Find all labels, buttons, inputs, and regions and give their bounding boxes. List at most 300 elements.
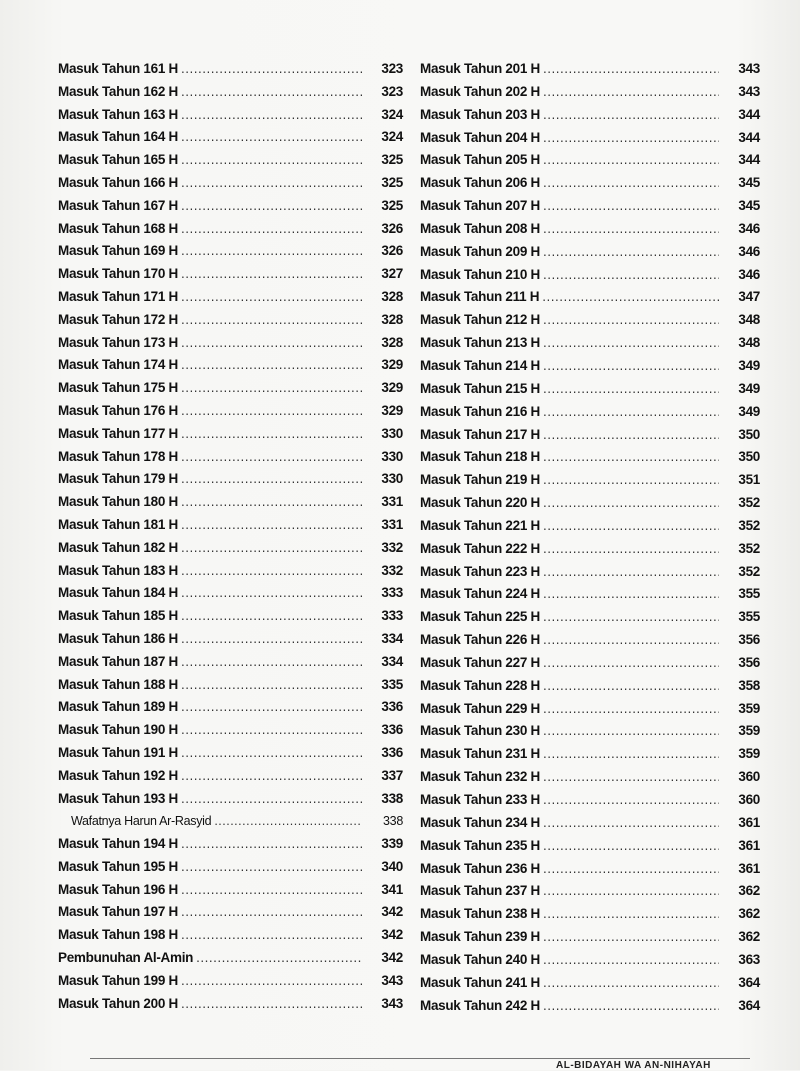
toc-entry-label: Masuk Tahun 218 H: [420, 449, 540, 465]
toc-leader-dots: [543, 743, 719, 766]
toc-entry-label: Masuk Tahun 173 H: [58, 334, 178, 350]
toc-entry: [420, 972, 760, 995]
toc-leader-dots: [543, 835, 719, 858]
toc-entry: [58, 947, 403, 970]
toc-entry: [58, 354, 403, 377]
toc-leader-dots: [214, 810, 362, 833]
toc-page-number: 361: [738, 814, 760, 830]
toc-entry-label: Masuk Tahun 223 H: [420, 563, 540, 579]
toc-leader-dots: [181, 788, 362, 811]
toc-entry-label: Masuk Tahun 222 H: [420, 540, 540, 556]
toc-leader-dots: [543, 264, 719, 287]
toc-entry-label: Masuk Tahun 212 H: [420, 312, 540, 328]
toc-entry-label: Masuk Tahun 175 H: [58, 380, 178, 396]
toc-page-number: 323: [381, 83, 403, 99]
toc-entry-label: Masuk Tahun 239 H: [420, 929, 540, 945]
toc-entry-label: Masuk Tahun 170 H: [58, 266, 178, 282]
toc-page-number: 347: [738, 289, 760, 305]
toc-entry: [420, 743, 760, 766]
toc-entry-label: Masuk Tahun 229 H: [420, 700, 540, 716]
toc-leader-dots: [543, 58, 719, 81]
toc-leader-dots: [181, 719, 362, 742]
toc-entry-label: Masuk Tahun 183 H: [58, 562, 178, 578]
toc-entry: [420, 264, 760, 287]
toc-page-number: 328: [381, 288, 403, 304]
toc-entry: [420, 492, 760, 515]
toc-entry: [58, 628, 403, 651]
toc-entry-label: Masuk Tahun 202 H: [420, 83, 540, 99]
toc-entry-label: Masuk Tahun 193 H: [58, 790, 178, 806]
toc-entry: [58, 901, 403, 924]
toc-page-number: 325: [381, 197, 403, 213]
toc-entry-label: Masuk Tahun 227 H: [420, 654, 540, 670]
toc-entry: [58, 332, 403, 355]
toc-leader-dots: [181, 195, 362, 218]
toc-leader-dots: [181, 218, 362, 241]
toc-leader-dots: [181, 605, 362, 628]
toc-entry: [58, 856, 403, 879]
toc-page-number: 355: [738, 609, 760, 625]
toc-leader-dots: [543, 241, 719, 264]
footer-rule: [90, 1058, 750, 1059]
toc-entry: [58, 491, 403, 514]
toc-leader-dots: [542, 286, 719, 309]
toc-page-number: 334: [381, 630, 403, 646]
toc-entry-label: Masuk Tahun 190 H: [58, 722, 178, 738]
toc-entry-label: Masuk Tahun 201 H: [420, 61, 540, 76]
toc-entry: [420, 583, 760, 606]
toc-leader-dots: [196, 947, 362, 970]
toc-leader-dots: [543, 127, 719, 150]
toc-page-number: 356: [738, 632, 760, 648]
toc-leader-dots: [181, 58, 362, 81]
toc-page-number: 337: [381, 767, 403, 783]
toc-page-number: 323: [381, 61, 403, 76]
toc-entry: [58, 765, 403, 788]
toc-page-number: 352: [738, 495, 760, 511]
toc-leader-dots: [543, 218, 719, 241]
toc-leader-dots: [543, 446, 719, 469]
toc-leader-dots: [181, 332, 362, 355]
toc-entry-label: Masuk Tahun 197 H: [58, 904, 178, 920]
toc-page-number: 360: [738, 769, 760, 785]
toc-leader-dots: [543, 606, 719, 629]
toc-page-number: 324: [381, 129, 403, 145]
toc-page-number: 338: [381, 790, 403, 806]
toc-entry-label: Masuk Tahun 180 H: [58, 494, 178, 510]
toc-entry-label: Masuk Tahun 189 H: [58, 699, 178, 715]
toc-page-number: 362: [738, 929, 760, 945]
toc-entry: [420, 58, 760, 81]
toc-entry: [420, 652, 760, 675]
toc-leader-dots: [181, 901, 362, 924]
toc-entry-label: Masuk Tahun 204 H: [420, 129, 540, 145]
toc-page-number: 342: [381, 904, 403, 920]
footer-book-title: AL-BIDAYAH WA AN-NIHAYAH: [556, 1060, 711, 1071]
toc-entry: [58, 651, 403, 674]
toc-entry-label: Masuk Tahun 163 H: [58, 106, 178, 122]
toc-entry: [58, 446, 403, 469]
toc-leader-dots: [181, 651, 362, 674]
toc-entry-label: Masuk Tahun 215 H: [420, 380, 540, 396]
toc-entry-label: Masuk Tahun 191 H: [58, 744, 178, 760]
toc-leader-dots: [181, 491, 362, 514]
toc-entry: [420, 538, 760, 561]
toc-entry: [420, 629, 760, 652]
toc-entry: [420, 766, 760, 789]
toc-page-number: 328: [381, 334, 403, 350]
toc-page-number: 329: [381, 380, 403, 396]
toc-entry: [420, 149, 760, 172]
toc-leader-dots: [181, 446, 362, 469]
toc-leader-dots: [543, 652, 719, 675]
toc-entry-label: Masuk Tahun 198 H: [58, 927, 178, 943]
toc-page-number: 352: [738, 517, 760, 533]
toc-entry-label: Masuk Tahun 176 H: [58, 402, 178, 418]
toc-entry-label: Masuk Tahun 192 H: [58, 767, 178, 783]
toc-leader-dots: [543, 538, 719, 561]
toc-entry-label: Masuk Tahun 161 H: [58, 61, 178, 76]
toc-page-number: 332: [381, 562, 403, 578]
toc-entry: [58, 970, 403, 993]
toc-page-number: 330: [381, 448, 403, 464]
toc-leader-dots: [543, 172, 719, 195]
toc-leader-dots: [181, 309, 362, 332]
toc-leader-dots: [543, 401, 719, 424]
toc-entry-label: Masuk Tahun 234 H: [420, 814, 540, 830]
toc-entry: [420, 127, 760, 150]
toc-entry-label: Masuk Tahun 172 H: [58, 311, 178, 327]
toc-entry-label: Masuk Tahun 181 H: [58, 516, 178, 532]
toc-entry-label: Masuk Tahun 213 H: [420, 335, 540, 351]
toc-leader-dots: [181, 354, 362, 377]
toc-page-number: 333: [381, 608, 403, 624]
toc-entry-label: Masuk Tahun 242 H: [420, 997, 540, 1013]
toc-leader-dots: [543, 858, 719, 881]
toc-page-number: 349: [738, 357, 760, 373]
toc-leader-dots: [543, 583, 719, 606]
toc-leader-dots: [543, 789, 719, 812]
toc-page-number: 342: [381, 950, 403, 966]
toc-page-number: 342: [381, 927, 403, 943]
toc-left-column: [58, 58, 403, 1015]
toc-entry: [58, 514, 403, 537]
toc-page-number: 345: [738, 198, 760, 214]
toc-entry-label: Masuk Tahun 235 H: [420, 837, 540, 853]
toc-page-number: 331: [381, 494, 403, 510]
toc-entry-label: Masuk Tahun 199 H: [58, 972, 178, 988]
toc-entry-label: Masuk Tahun 221 H: [420, 517, 540, 533]
toc-entry: [58, 924, 403, 947]
toc-entry: [420, 172, 760, 195]
toc-entry: [420, 218, 760, 241]
toc-leader-dots: [181, 81, 362, 104]
toc-leader-dots: [543, 972, 719, 995]
toc-leader-dots: [543, 629, 719, 652]
toc-entry: [58, 719, 403, 742]
toc-entry-label: Masuk Tahun 174 H: [58, 357, 178, 373]
toc-entry-label: Masuk Tahun 232 H: [420, 769, 540, 785]
toc-leader-dots: [543, 332, 719, 355]
toc-page-number: 333: [381, 585, 403, 601]
toc-entry-label: Masuk Tahun 169 H: [58, 243, 178, 259]
toc-page-number: 361: [738, 837, 760, 853]
toc-page-number: 330: [381, 471, 403, 487]
toc-entry-label: Masuk Tahun 219 H: [420, 472, 540, 488]
toc-leader-dots: [181, 970, 362, 993]
toc-entry: [420, 355, 760, 378]
toc-entry: [420, 309, 760, 332]
toc-page-number: 344: [738, 152, 760, 168]
toc-entry-label: Masuk Tahun 237 H: [420, 883, 540, 899]
toc-entry-label: Masuk Tahun 200 H: [58, 995, 178, 1011]
toc-page-number: 349: [738, 403, 760, 419]
toc-page-number: 359: [738, 700, 760, 716]
toc-page-number: 356: [738, 654, 760, 670]
toc-page-number: 352: [738, 563, 760, 579]
toc-page-number: 359: [738, 746, 760, 762]
toc-page-number: 334: [381, 653, 403, 669]
toc-leader-dots: [181, 286, 362, 309]
toc-entry-label: Pembunuhan Al-Amin: [58, 950, 194, 966]
toc-page-number: 358: [738, 677, 760, 693]
toc-entry: [58, 993, 403, 1016]
toc-entry: [58, 582, 403, 605]
toc-entry: [420, 789, 760, 812]
toc-page-number: 341: [381, 881, 403, 897]
toc-entry: [420, 812, 760, 835]
toc-entry: [420, 675, 760, 698]
toc-entry-label: Masuk Tahun 217 H: [420, 426, 540, 442]
toc-entry-label: Masuk Tahun 226 H: [420, 632, 540, 648]
toc-leader-dots: [181, 924, 362, 947]
toc-entry-label: Masuk Tahun 164 H: [58, 129, 178, 145]
toc-leader-dots: [543, 355, 719, 378]
toc-entry: [58, 788, 403, 811]
toc-entry: [420, 424, 760, 447]
toc-right-column: [420, 58, 760, 1017]
toc-entry-label: Masuk Tahun 187 H: [58, 653, 178, 669]
toc-entry: [58, 560, 403, 583]
toc-page-number: 348: [738, 335, 760, 351]
toc-entry: [420, 926, 760, 949]
toc-leader-dots: [543, 515, 719, 538]
toc-entry: [58, 674, 403, 697]
toc-entry: [420, 469, 760, 492]
toc-page-number: 340: [381, 858, 403, 874]
toc-entry-label: Masuk Tahun 233 H: [420, 792, 540, 807]
toc-entry: [420, 401, 760, 424]
toc-leader-dots: [543, 720, 719, 743]
toc-entry-label: Masuk Tahun 186 H: [58, 630, 178, 646]
toc-leader-dots: [543, 492, 719, 515]
toc-page-number: 329: [381, 357, 403, 373]
toc-leader-dots: [543, 469, 719, 492]
toc-entry: [58, 172, 403, 195]
toc-entry: [58, 879, 403, 902]
toc-entry-label: Masuk Tahun 166 H: [58, 174, 178, 190]
toc-entry: [58, 240, 403, 263]
toc-leader-dots: [543, 309, 719, 332]
toc-leader-dots: [181, 172, 362, 195]
toc-entry: [420, 81, 760, 104]
toc-page-number: 330: [381, 425, 403, 441]
toc-page-number: 325: [381, 152, 403, 168]
toc-entry: [58, 309, 403, 332]
toc-page-number: 363: [738, 951, 760, 967]
toc-page-number: 326: [381, 220, 403, 236]
toc-leader-dots: [543, 698, 719, 721]
toc-page-number: 343: [738, 83, 760, 99]
toc-leader-dots: [181, 879, 362, 902]
toc-entry-label: Masuk Tahun 238 H: [420, 906, 540, 922]
toc-entry-label: Masuk Tahun 241 H: [420, 974, 540, 990]
toc-entry: [58, 696, 403, 719]
toc-entry-label: Masuk Tahun 205 H: [420, 152, 540, 168]
toc-leader-dots: [543, 949, 719, 972]
toc-entry: [420, 949, 760, 972]
toc-page-number: 364: [738, 997, 760, 1013]
toc-entry: [420, 515, 760, 538]
toc-entry-label: Masuk Tahun 178 H: [58, 448, 178, 464]
toc-page-number: 348: [738, 312, 760, 328]
toc-leader-dots: [543, 149, 719, 172]
toc-leader-dots: [543, 880, 719, 903]
toc-entry-label: Masuk Tahun 206 H: [420, 175, 540, 191]
toc-entry-label: Masuk Tahun 167 H: [58, 197, 178, 213]
toc-leader-dots: [181, 126, 362, 149]
toc-page-number: 355: [738, 586, 760, 602]
toc-page-number: 364: [738, 974, 760, 990]
toc-entry: [420, 241, 760, 264]
toc-leader-dots: [181, 628, 362, 651]
toc-entry-label: Masuk Tahun 225 H: [420, 609, 540, 625]
toc-entry-label: Masuk Tahun 195 H: [58, 858, 178, 874]
toc-entry-label: Masuk Tahun 224 H: [420, 586, 540, 602]
toc-entry-label: Masuk Tahun 165 H: [58, 152, 178, 168]
toc-page-number: 346: [738, 220, 760, 236]
toc-page-number: 352: [738, 540, 760, 556]
toc-page-number: 328: [381, 311, 403, 327]
toc-page-number: 344: [738, 129, 760, 145]
toc-entry-label: Masuk Tahun 208 H: [420, 220, 540, 236]
toc-page-number: 362: [738, 883, 760, 899]
toc-entry-label: Masuk Tahun 214 H: [420, 357, 540, 373]
toc-entry-label: Masuk Tahun 209 H: [420, 243, 540, 259]
toc-leader-dots: [181, 149, 362, 172]
toc-entry: [58, 742, 403, 765]
toc-entry: [58, 58, 403, 81]
toc-entry-label: Wafatnya Harun Ar-Rasyid: [71, 814, 212, 829]
toc-entry-label: Masuk Tahun 179 H: [58, 471, 178, 487]
toc-page-number: 351: [738, 472, 760, 488]
toc-page-number: 346: [738, 266, 760, 282]
toc-leader-dots: [181, 856, 362, 879]
toc-page-number: 343: [738, 61, 760, 76]
toc-entry: [420, 561, 760, 584]
toc-entry: [58, 81, 403, 104]
toc-leader-dots: [181, 400, 362, 423]
toc-page-number: 350: [738, 449, 760, 465]
toc-entry-label: Masuk Tahun 196 H: [58, 881, 178, 897]
toc-leader-dots: [181, 468, 362, 491]
toc-entry-label: Masuk Tahun 207 H: [420, 198, 540, 214]
toc-entry-label: Masuk Tahun 203 H: [420, 106, 540, 122]
toc-entry: [58, 104, 403, 127]
toc-leader-dots: [181, 582, 362, 605]
toc-leader-dots: [543, 378, 719, 401]
toc-leader-dots: [543, 675, 719, 698]
toc-leader-dots: [181, 674, 362, 697]
toc-entry: [420, 835, 760, 858]
toc-page-number: 343: [381, 995, 403, 1011]
toc-page-number: 325: [381, 174, 403, 190]
toc-entry: [420, 720, 760, 743]
toc-entry: [420, 378, 760, 401]
toc-page-number: 338: [383, 814, 403, 829]
toc-page-number: 335: [381, 676, 403, 692]
toc-leader-dots: [181, 765, 362, 788]
toc-page-number: 324: [381, 106, 403, 122]
toc-leader-dots: [181, 560, 362, 583]
toc-page-number: 332: [381, 539, 403, 555]
toc-entry-label: Masuk Tahun 210 H: [420, 266, 540, 282]
toc-entry: [420, 858, 760, 881]
toc-entry: [420, 903, 760, 926]
toc-leader-dots: [543, 903, 719, 926]
toc-entry: [420, 880, 760, 903]
toc-entry: [420, 286, 760, 309]
toc-page-number: 350: [738, 426, 760, 442]
toc-page-number: 345: [738, 175, 760, 191]
toc-leader-dots: [543, 561, 719, 584]
toc-leader-dots: [181, 263, 362, 286]
toc-leader-dots: [181, 537, 362, 560]
toc-page-number: 360: [738, 792, 760, 807]
toc-entry: [58, 218, 403, 241]
toc-page-number: 336: [381, 744, 403, 760]
toc-entry-label: Masuk Tahun 230 H: [420, 723, 540, 739]
toc-page-number: 349: [738, 380, 760, 396]
toc-entry-label: Masuk Tahun 231 H: [420, 746, 540, 762]
toc-page-number: 327: [381, 266, 403, 282]
toc-entry-label: Masuk Tahun 168 H: [58, 220, 178, 236]
toc-entry-label: Masuk Tahun 240 H: [420, 951, 540, 967]
toc-leader-dots: [543, 195, 719, 218]
toc-entry: [58, 423, 403, 446]
toc-leader-dots: [543, 104, 719, 127]
toc-leader-dots: [181, 240, 362, 263]
toc-entry-label: Masuk Tahun 228 H: [420, 677, 540, 693]
toc-page-number: 343: [381, 972, 403, 988]
toc-leader-dots: [181, 833, 362, 856]
toc-leader-dots: [181, 377, 362, 400]
toc-entry-label: Masuk Tahun 194 H: [58, 836, 178, 852]
toc-leader-dots: [543, 81, 719, 104]
toc-entry-label: Masuk Tahun 171 H: [58, 288, 178, 304]
toc-entry: [58, 377, 403, 400]
toc-leader-dots: [543, 995, 719, 1018]
toc-entry: [58, 195, 403, 218]
toc-entry: [420, 446, 760, 469]
toc-entry: [420, 995, 760, 1018]
toc-page-number: 326: [381, 243, 403, 259]
toc-entry: [420, 698, 760, 721]
toc-leader-dots: [181, 696, 362, 719]
toc-entry: [58, 149, 403, 172]
toc-entry: [420, 332, 760, 355]
toc-entry: [58, 263, 403, 286]
